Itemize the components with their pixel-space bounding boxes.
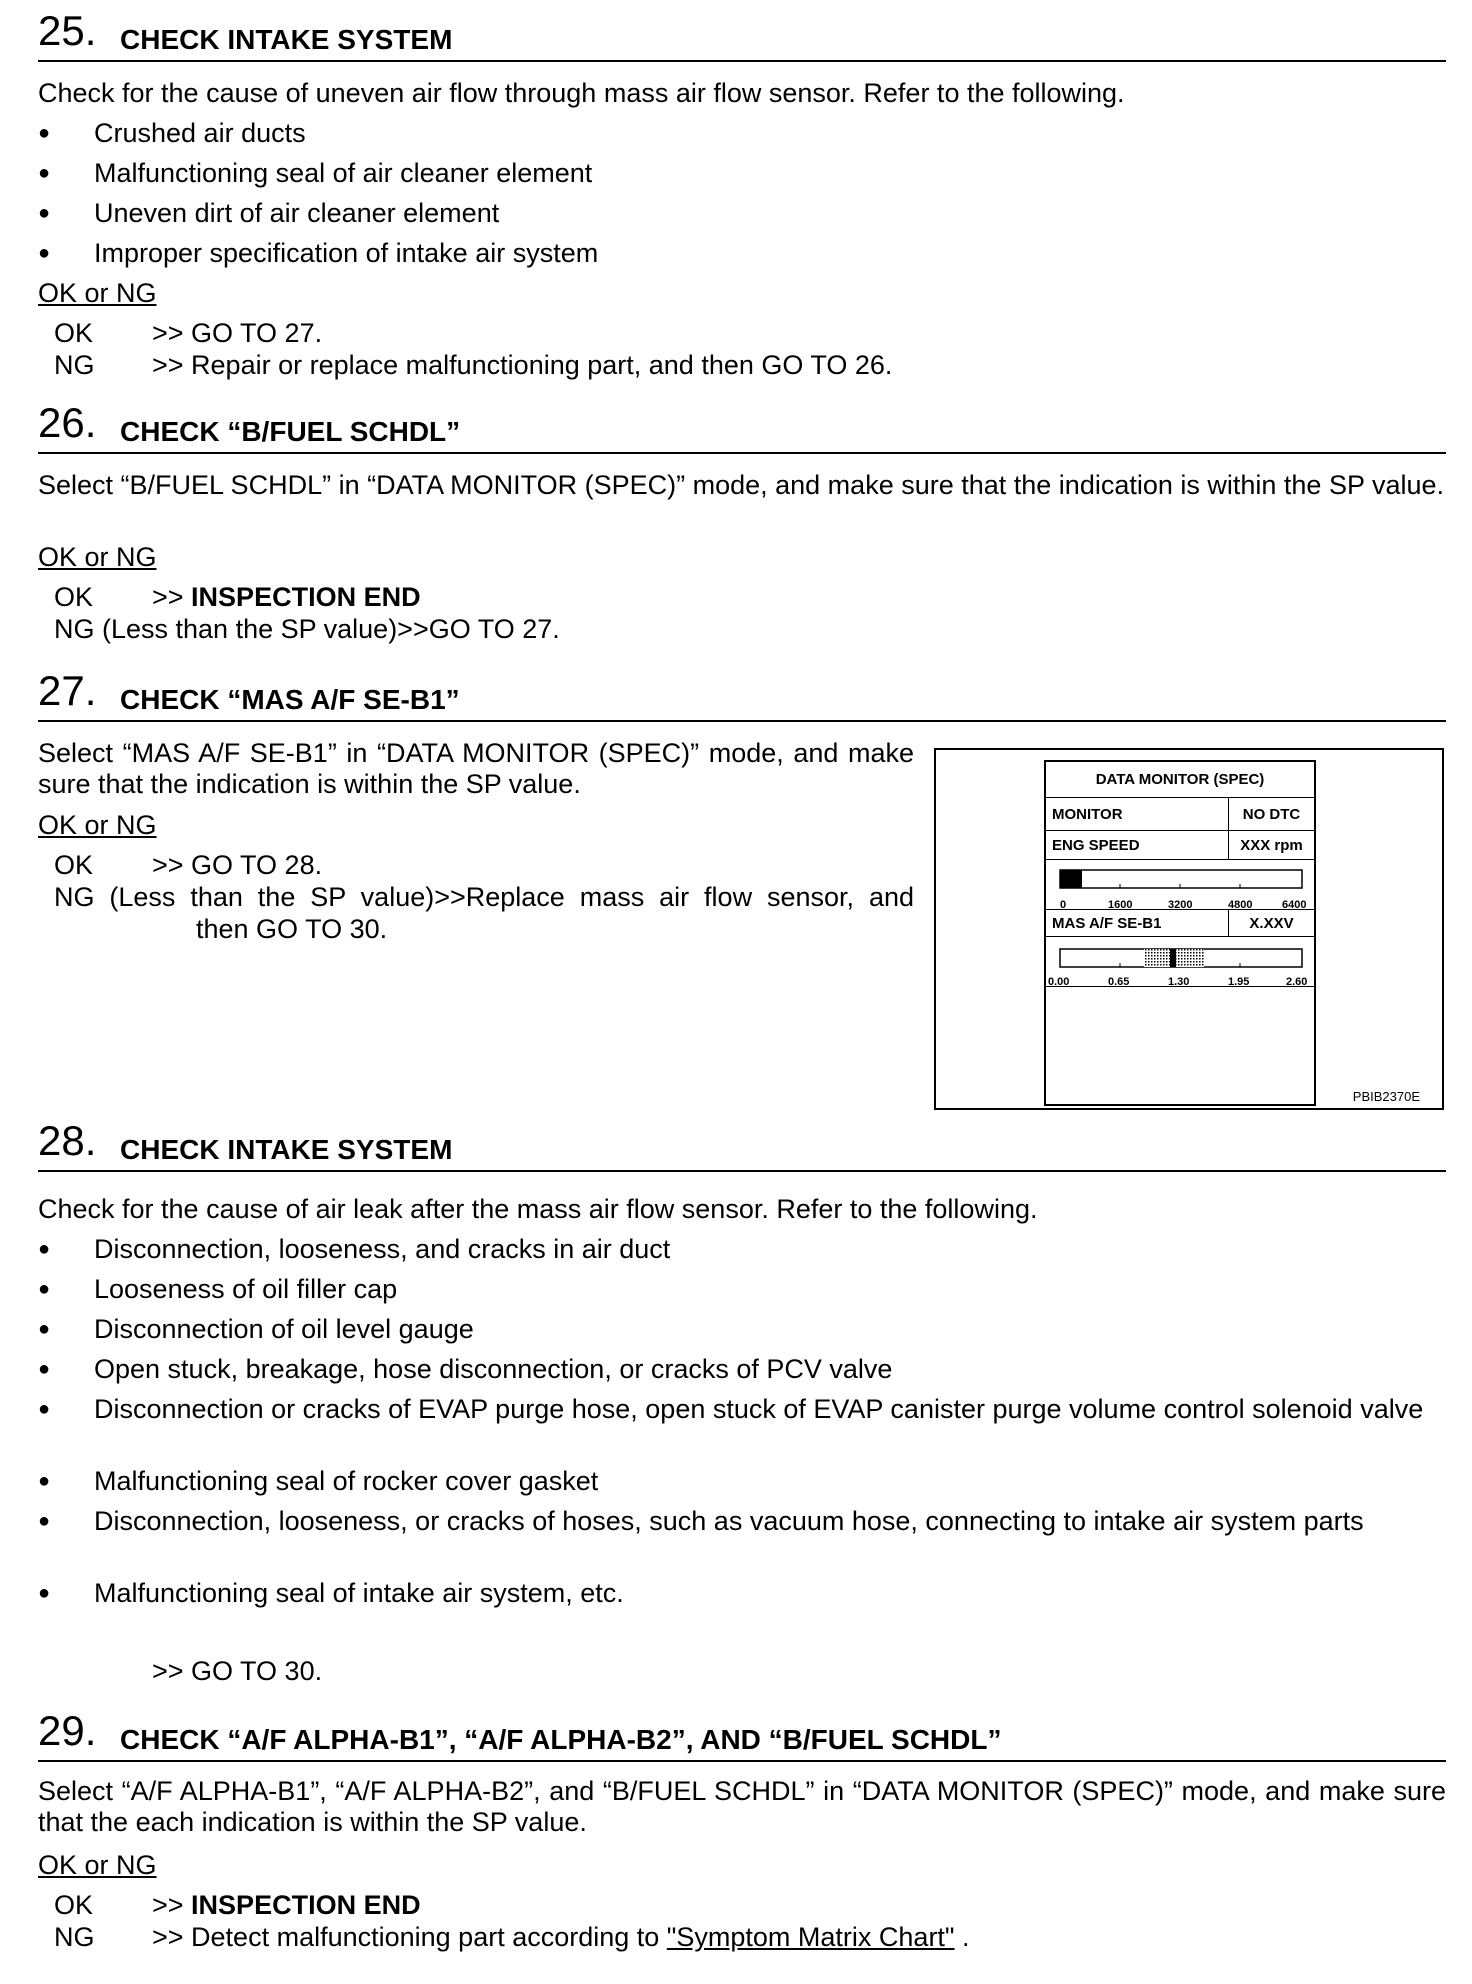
maf-gauge	[1046, 937, 1314, 987]
eng-speed-gauge	[1046, 860, 1314, 910]
step-intro: Select “MAS A/F SE-B1” in “DATA MONITOR (SPEC)” mode, and make sure that the indication is within the SP value.	[38, 738, 914, 799]
step-28: 28. CHECK INTAKE SYSTEM Check for the cause of air leak after the mass air flow sensor. Refer to the following. ● Disconnection, looseness, and cracks in air duct ● Looseness of oil filler cap ● Disconnection of oil level gauge ● Open stuck, breakage, hose disconnection, or cracks of PCV valve ● Disconnection or cracks of EVAP purge hose, open stuck of EVAP canister purge volume control solenoid valve ● Malfunctioning seal of rocker cover gasket ● Disconnection, looseness, or cracks of hoses, such as vacuum hose, connecting to intake air system parts ● Malfunctioning seal of intake air system, etc. >> GO TO 30.	[38, 1110, 1446, 1162]
ok-or-ng-heading: OK or NG	[38, 278, 157, 308]
step-number: 26.	[38, 399, 97, 446]
scale-label: 3200	[1168, 899, 1193, 911]
step-number: 28.	[38, 1117, 97, 1164]
ok-result: OK >> GO TO 28.	[54, 850, 323, 880]
step-26-header	[38, 399, 1446, 454]
step-intro: Select “A/F ALPHA-B1”, “A/F ALPHA-B2”, and “B/FUEL SCHDL” in “DATA MONITOR (SPEC)” mode, and make sure that the each indication is within the SP value.	[38, 1776, 1446, 1837]
scale-label: 0.00	[1048, 976, 1070, 988]
data-monitor-screen	[1044, 760, 1316, 1106]
ok-result: OK >> INSPECTION END	[54, 1890, 421, 1920]
bullet-icon: ●	[38, 1238, 51, 1260]
goto-result: >> GO TO 30.	[152, 1656, 323, 1686]
step-title: CHECK “A/F ALPHA-B1”, “A/F ALPHA-B2”, AND “B/FUEL SCHDL”	[120, 1724, 1002, 1755]
screen-header: DATA MONITOR (SPEC)	[1046, 762, 1314, 798]
bullet-icon: ●	[38, 162, 51, 184]
step-number: 27.	[38, 667, 97, 714]
ok-result: OK >> INSPECTION END	[54, 582, 421, 612]
scale-label: 1.30	[1168, 976, 1190, 988]
bullet-icon: ●	[38, 1582, 51, 1604]
step-intro: Check for the cause of uneven air flow through mass air flow sensor. Refer to the following.	[38, 78, 1125, 108]
step-25-header	[38, 7, 1446, 62]
scale-label: 4800	[1228, 899, 1253, 911]
bullet-icon: ●	[38, 1278, 51, 1300]
step-26	[38, 392, 1446, 644]
step-29	[38, 1700, 1446, 1952]
bullet-icon: ●	[38, 1318, 51, 1340]
ng-result: NG (Less than the SP value)>>Replace mass air flow sensor, and	[54, 882, 914, 912]
scale-label: 6400	[1282, 899, 1307, 911]
bullet-icon: ●	[38, 1470, 51, 1492]
ok-or-ng-heading: OK or NG	[38, 810, 157, 840]
step-28-header	[38, 1117, 1446, 1172]
ok-result: OK >> GO TO 27.	[54, 318, 323, 348]
step-25: 25. CHECK INTAKE SYSTEM Check for the cause of uneven air flow through mass air flow sensor. Refer to the following. ● Crushed air ducts ● Malfunctioning seal of air cleaner element ● Uneven dirt of air cleaner element ● Improper specification of intake air system OK or NG OK >> GO TO 27. NG >> Repair or replace malfunctioning part, and then GO TO 26.	[38, 0, 1446, 52]
scale-label: 1600	[1108, 899, 1133, 911]
bullet-icon: ●	[38, 242, 51, 264]
maf-row: MAS A/F SE-B1 X.XXV	[1046, 910, 1314, 937]
ng-result: NG (Less than the SP value)>>GO TO 27.	[54, 614, 560, 644]
bullet-icon: ●	[38, 1510, 51, 1532]
bullet-icon: ●	[38, 1398, 51, 1420]
step-title: CHECK “MAS A/F SE-B1”	[120, 684, 460, 715]
step-title: CHECK INTAKE SYSTEM	[120, 1134, 453, 1165]
step-number: 25.	[38, 7, 97, 54]
monitor-row: MONITOR NO DTC	[1046, 798, 1314, 831]
step-number: 29.	[38, 1707, 97, 1754]
eng-speed-row: ENG SPEED XXX rpm	[1046, 831, 1314, 860]
step-title: CHECK INTAKE SYSTEM	[120, 24, 453, 55]
ng-result-continued: then GO TO 30.	[196, 914, 388, 944]
symptom-matrix-chart-link[interactable]: "Symptom Matrix Chart"	[666, 1922, 955, 1952]
scale-label: 0	[1060, 899, 1067, 911]
scale-label: 1.95	[1228, 976, 1250, 988]
step-intro: Select “B/FUEL SCHDL” in “DATA MONITOR (SPEC)” mode, and make sure that the indication is within the SP value.	[38, 470, 1445, 500]
scale-label: 0.65	[1108, 976, 1130, 988]
bullet-icon: ●	[38, 202, 51, 224]
step-intro: Check for the cause of air leak after the mass air flow sensor. Refer to the following.	[38, 1194, 1038, 1224]
data-monitor-figure	[934, 748, 1444, 1110]
bullet-icon: ●	[38, 1358, 51, 1380]
figure-id: PBIB2370E	[1352, 1089, 1420, 1104]
step-27-header	[38, 667, 1446, 722]
scale-label: 2.60	[1286, 976, 1308, 988]
ok-or-ng-heading: OK or NG	[38, 542, 157, 572]
bullet-icon: ●	[38, 122, 51, 144]
ok-or-ng-heading: OK or NG	[38, 1850, 157, 1880]
step-title: CHECK “B/FUEL SCHDL”	[120, 416, 461, 447]
ng-result: NG >> Detect malfunctioning part according to "Symptom Matrix Chart" .	[54, 1922, 970, 1952]
step-29-header	[38, 1707, 1446, 1762]
ng-result: NG >> Repair or replace malfunctioning part, and then GO TO 26.	[54, 350, 893, 380]
